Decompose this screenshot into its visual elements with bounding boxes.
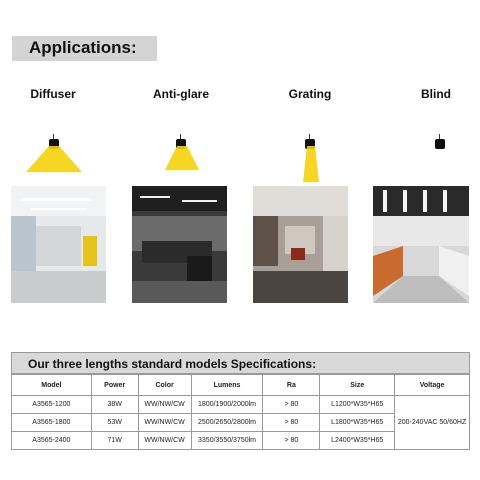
application-label-anti-glare: Anti-glare (152, 87, 209, 101)
lamp-icon-blind (435, 134, 445, 148)
table-cell: A3565-1800 (12, 414, 92, 432)
table-cell: A3565-1200 (12, 396, 92, 414)
beam-medium-icon (162, 146, 202, 174)
table-header-row (12, 375, 470, 396)
column-header: Model (12, 375, 92, 396)
table-cell: WW/NW/CW (138, 414, 191, 432)
photo-diffuser-office (11, 186, 106, 303)
table-cell: 3350/3550/3750lm (191, 432, 263, 450)
column-header: Power (91, 375, 138, 396)
beam-narrow-icon (298, 146, 324, 184)
table-cell: L1800*W35*H65 (320, 414, 395, 432)
voltage-cell: 200-240VAC 50/60HZ (395, 396, 470, 450)
table-cell: 53W (91, 414, 138, 432)
section-title: Applications: (29, 38, 137, 57)
spec-table-block (11, 352, 470, 450)
table-cell: L2400*W35*H65 (320, 432, 395, 450)
table-cell: 1800/1900/2000lm (191, 396, 263, 414)
table-cell: WW/NW/CW (138, 432, 191, 450)
photo-blind-corridor (373, 186, 469, 303)
beam-wide-icon (24, 146, 84, 174)
column-header: Voltage (395, 375, 470, 396)
table-row (12, 396, 470, 414)
table-cell: > 80 (263, 396, 320, 414)
column-header: Size (320, 375, 395, 396)
photo-grating-lobby (253, 186, 348, 303)
table-cell: L1200*W35*H65 (320, 396, 395, 414)
application-label-blind: Blind (421, 87, 451, 101)
application-label-grating: Grating (288, 87, 332, 101)
table-cell: 38W (91, 396, 138, 414)
table-cell: > 80 (263, 414, 320, 432)
column-header: Color (138, 375, 191, 396)
table-cell: 2500/2650/2800lm (191, 414, 263, 432)
table-cell: A3565-2400 (12, 432, 92, 450)
column-header: Ra (263, 375, 320, 396)
table-cell: > 80 (263, 432, 320, 450)
spec-table (11, 374, 470, 450)
table-cell: WW/NW/CW (138, 396, 191, 414)
section-banner (12, 36, 157, 61)
application-label-diffuser: Diffuser (30, 87, 76, 101)
spec-title: Our three lengths standard models Specifications: (11, 352, 470, 374)
table-cell: 71W (91, 432, 138, 450)
photo-anti-glare-office (132, 186, 227, 303)
column-header: Lumens (191, 375, 263, 396)
